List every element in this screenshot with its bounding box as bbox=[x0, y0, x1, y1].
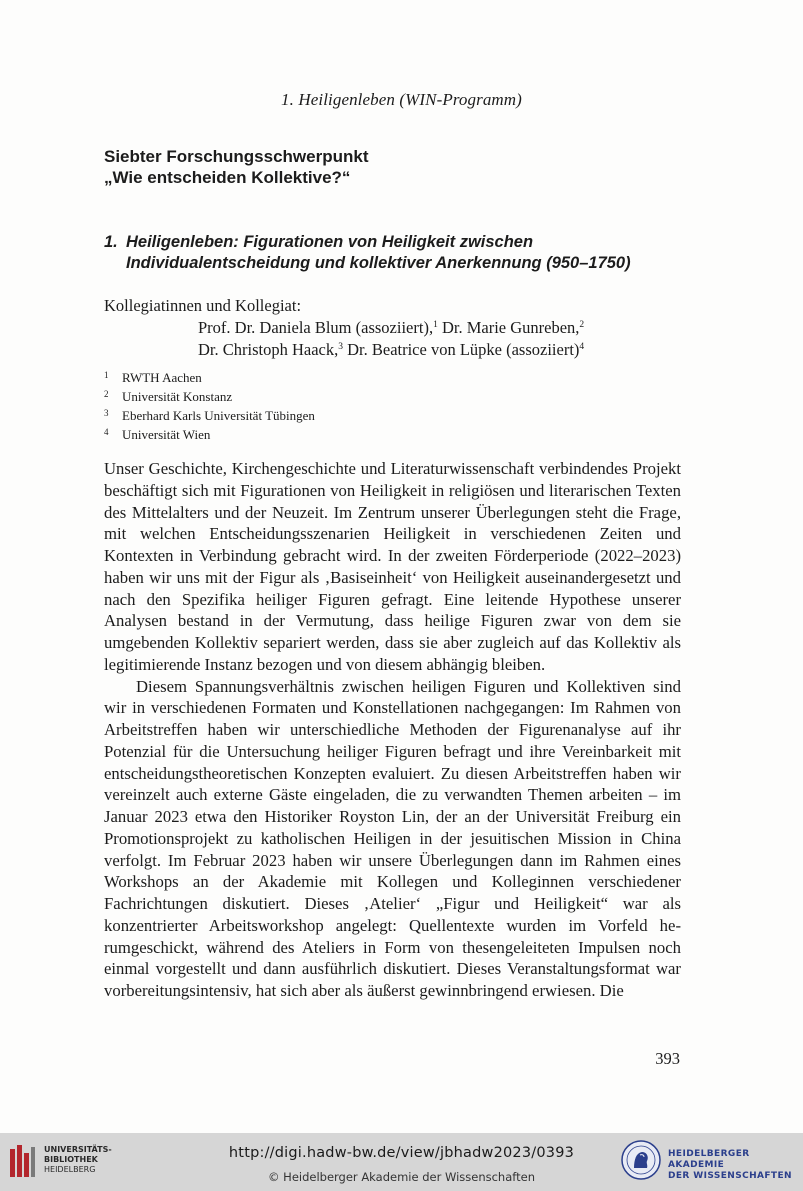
project-title bbox=[104, 232, 704, 274]
body-paragraph: Unser Geschichte, Kirchengeschichte und Literaturwissenschaft verbindendes Projekt beschäftigt sich mit Figurationen von Heiligkeit in religiösen und literarischen Texten des Mittelalters und der Neuzeit. Im Zentrum unserer Überlegungen steht die Frage, mit welchen Entscheidungsszenarien Heiligkeit in verschiedenen Zeiten und Kontexten in Verbindung gebracht wird. In der zweiten Förderperiode (2022–2023) haben wir uns mit der Figur als ‚Basiseinheit‘ von Heiligkeit auseinandergesetzt und nach den Spezifika heiliger Figuren gefragt. Eine leitende Hypothese unserer Analysen bestand in der Vermutung, dass heilige Figuren zwar von dem sie umgebenden Kollektiv separiert werden, dass sie aber zugleich auf das Kollektiv als legitimierende Instanz bezogen und von diesem abhängig bleiben. bbox=[104, 459, 681, 674]
footnote-number: 2 bbox=[104, 389, 109, 399]
body-paragraph: Diesem Spannungsverhältnis zwischen heiligen Figuren und Kollektiven sind wir in verschiedenen Formaten und Konstellationen nachgegangen: Im Rahmen von Arbeitstreffen haben wir unterschiedliche Methoden der Figurenanalyse auf ihr Potenzial für die Untersuchung heiliger Figuren befragt und ihre Vereinbarkeit mit entscheidungstheoretischen Konzepten evaluiert. Zu diesen Arbeitstreffen haben wir vereinzelt auch externe Gäste eingeladen, die zu verwandten Themen arbeiten – im Januar 2023 etwa den Historiker Royston Lin, der an der Universität Freiburg ein Promotionsprojekt zu katholischen Heiligen in der jesuitischen Mission in China verfolgt. Im Februar 2023 haben wir unsere Überlegungen dann im Rahmen eines Workshops an der Akademie mit Kollegen und Kolleginnen verschiedener Fachrichtungen diskutiert. Dieses ‚Atelier‘ „Figur und Heiligkeit“ war als konzentrierter Arbeitsworkshop angelegt: Quellentexte wurden im Vorfeld herumgeschickt, während des Ateliers in Form von thesengeleiteten Impulsen noch einmal vorgestellt und dann ausführlich diskutiert. Dieses Veranstaltungsformat war vorbereitungsintensiv, hat sich aber als äußerst gewinnbringend erwiesen. Die bbox=[104, 676, 681, 1000]
footnote-marker[interactable]: 1 bbox=[433, 320, 438, 330]
footnote bbox=[104, 407, 315, 426]
footnote-marker[interactable]: 2 bbox=[579, 320, 585, 330]
section-title bbox=[104, 146, 684, 188]
logo-text-line: DER WISSENSCHAFTEN bbox=[668, 1171, 792, 1181]
members-line bbox=[198, 318, 584, 338]
academy-seal-icon bbox=[621, 1140, 661, 1180]
academy-logo[interactable] bbox=[618, 1138, 803, 1186]
footnote-marker[interactable]: 3 bbox=[338, 342, 343, 352]
logo-text-line: BIBLIOTHEK bbox=[44, 1155, 98, 1164]
logo-text-line: HEIDELBERG bbox=[44, 1165, 96, 1174]
running-header: 1. Heiligenleben (WIN-Programm) bbox=[281, 90, 522, 109]
logo-text-line: HEIDELBERGER AKADEMIE bbox=[668, 1149, 750, 1170]
academy-logo-text bbox=[668, 1149, 803, 1182]
member-name: Dr. Christoph Haack, bbox=[198, 340, 339, 359]
member-name: Dr. Marie Gunreben, bbox=[437, 318, 580, 337]
footnote bbox=[104, 426, 315, 445]
footnote-text: Universität Konstanz bbox=[122, 389, 233, 404]
permalink-url[interactable]: http://digi.hadw-bw.de/view/jbhadw2023/0393 bbox=[228, 1145, 575, 1161]
footnote-marker[interactable]: 4 bbox=[579, 342, 585, 352]
footnote-number: 1 bbox=[104, 370, 109, 380]
footer-bar bbox=[0, 1133, 803, 1191]
members-line bbox=[198, 340, 584, 360]
footnote-number: 4 bbox=[104, 427, 109, 437]
footnote-text: RWTH Aachen bbox=[122, 370, 202, 385]
member-name: Dr. Beatrice von Lüpke (assoziiert) bbox=[342, 340, 580, 359]
logo-text-line: UNIVERSITÄTS- bbox=[44, 1145, 112, 1154]
footnotes bbox=[104, 369, 315, 445]
members-intro: Kollegiatinnen und Kollegiat: bbox=[104, 296, 302, 315]
section-title-line: Siebter Forschungsschwerpunkt bbox=[104, 147, 369, 166]
copyright-notice: © Heidelberger Akademie der Wissenschaften bbox=[268, 1170, 535, 1184]
member-name: Prof. Dr. Daniela Blum (assoziiert), bbox=[198, 318, 434, 337]
footnote-number: 3 bbox=[104, 408, 109, 418]
body-text bbox=[104, 458, 681, 1002]
footnote-text: Universität Wien bbox=[122, 427, 211, 442]
page-number: 393 bbox=[655, 1049, 680, 1068]
footnote bbox=[104, 369, 315, 388]
footnote-text: Eberhard Karls Universität Tübingen bbox=[122, 408, 315, 423]
section-title-line: „Wie entscheiden Kollektive?“ bbox=[104, 168, 351, 187]
project-title-line: Individualentscheidung und kollektiver Anerkennung (950–1750) bbox=[126, 254, 631, 272]
footnote bbox=[104, 388, 315, 407]
project-number: 1. bbox=[104, 233, 118, 251]
project-title-line: Heiligenleben: Figurationen von Heiligkeit zwischen bbox=[126, 233, 534, 251]
